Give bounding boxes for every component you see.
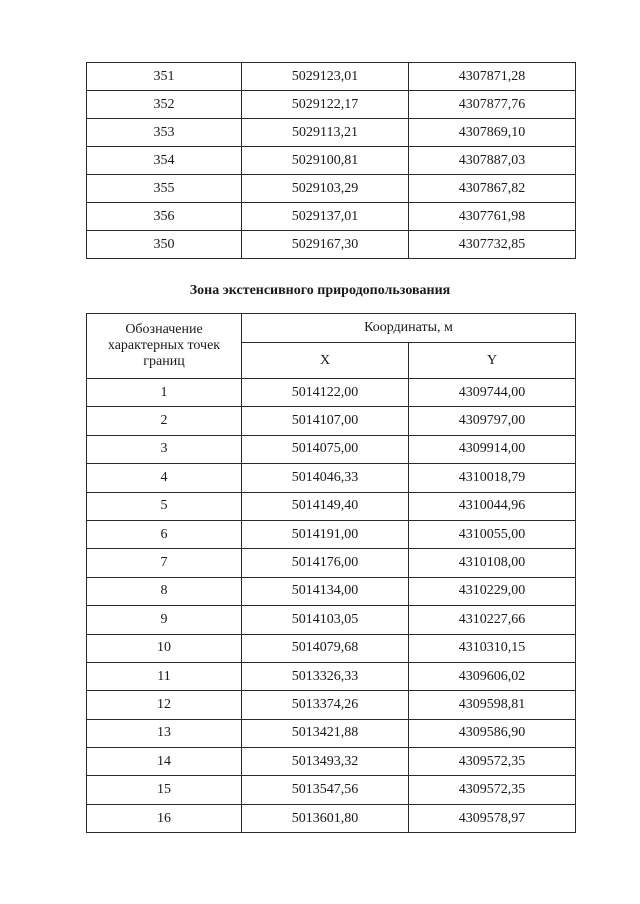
y-coordinate-cell: 4310310,15: [409, 634, 576, 662]
table-row: [87, 520, 576, 548]
x-coordinate-cell: 5029113,21: [242, 119, 409, 147]
points-column-header: Обозначение характерных точек границ: [87, 314, 242, 379]
x-coordinate-cell: 5029123,01: [242, 63, 409, 91]
point-number-cell: 356: [87, 203, 242, 231]
table-row: [87, 407, 576, 435]
x-coordinate-cell: 5014149,40: [242, 492, 409, 520]
coordinates-table-header: [87, 314, 576, 379]
x-coordinate-cell: 5013547,56: [242, 776, 409, 804]
x-coordinate-cell: 5014079,68: [242, 634, 409, 662]
point-number-cell: 5: [87, 492, 242, 520]
table-row: [87, 662, 576, 690]
coordinates-table-body: [87, 379, 576, 833]
x-coordinate-cell: 5013326,33: [242, 662, 409, 690]
point-number-cell: 1: [87, 379, 242, 407]
x-coordinate-cell: 5029103,29: [242, 175, 409, 203]
coordinates-table-continued: [86, 62, 576, 259]
x-coordinate-cell: 5014191,00: [242, 520, 409, 548]
x-column-header: X: [242, 343, 409, 379]
x-coordinate-cell: 5014122,00: [242, 379, 409, 407]
x-coordinate-cell: 5013421,88: [242, 719, 409, 747]
x-coordinate-cell: 5013493,32: [242, 748, 409, 776]
point-number-cell: 4: [87, 464, 242, 492]
y-coordinate-cell: 4310229,00: [409, 577, 576, 605]
y-coordinate-cell: 4309586,90: [409, 719, 576, 747]
y-coordinate-cell: 4307732,85: [409, 231, 576, 259]
x-coordinate-cell: 5029137,01: [242, 203, 409, 231]
coordinates-table-continued-body: [87, 63, 576, 259]
y-coordinate-cell: 4309598,81: [409, 691, 576, 719]
table-row: [87, 606, 576, 634]
y-coordinate-cell: 4310018,79: [409, 464, 576, 492]
point-number-cell: 16: [87, 804, 242, 832]
coordinates-table: [86, 313, 576, 833]
y-coordinate-cell: 4309744,00: [409, 379, 576, 407]
y-coordinate-cell: 4309914,00: [409, 435, 576, 463]
y-coordinate-cell: 4309572,35: [409, 748, 576, 776]
table-row: [87, 691, 576, 719]
point-number-cell: 15: [87, 776, 242, 804]
table-row: [87, 634, 576, 662]
coordinates-column-header: Координаты, м: [242, 314, 576, 343]
y-coordinate-cell: 4309578,97: [409, 804, 576, 832]
table-row: [87, 492, 576, 520]
table-row: [87, 549, 576, 577]
x-coordinate-cell: 5014103,05: [242, 606, 409, 634]
table-row: [87, 435, 576, 463]
y-coordinate-cell: 4310044,96: [409, 492, 576, 520]
point-number-cell: 355: [87, 175, 242, 203]
x-coordinate-cell: 5014075,00: [242, 435, 409, 463]
table-row: [87, 748, 576, 776]
x-coordinate-cell: 5014134,00: [242, 577, 409, 605]
table-row: [87, 776, 576, 804]
y-coordinate-cell: 4309572,35: [409, 776, 576, 804]
table-row: [87, 804, 576, 832]
point-number-cell: 13: [87, 719, 242, 747]
point-number-cell: 351: [87, 63, 242, 91]
y-coordinate-cell: 4310108,00: [409, 549, 576, 577]
x-coordinate-cell: 5029167,30: [242, 231, 409, 259]
point-number-cell: 10: [87, 634, 242, 662]
point-number-cell: 6: [87, 520, 242, 548]
table-row: [87, 203, 576, 231]
point-number-cell: 354: [87, 147, 242, 175]
table-row: [87, 91, 576, 119]
point-number-cell: 350: [87, 231, 242, 259]
point-number-cell: 11: [87, 662, 242, 690]
y-coordinate-cell: 4307871,28: [409, 63, 576, 91]
table-row: [87, 231, 576, 259]
x-coordinate-cell: 5013601,80: [242, 804, 409, 832]
table-row: [87, 577, 576, 605]
x-coordinate-cell: 5029122,17: [242, 91, 409, 119]
table-row: [87, 379, 576, 407]
y-coordinate-cell: 4307887,03: [409, 147, 576, 175]
table-row: [87, 119, 576, 147]
section-title: Зона экстенсивного природопользования: [189, 283, 451, 298]
point-number-cell: 3: [87, 435, 242, 463]
y-coordinate-cell: 4307877,76: [409, 91, 576, 119]
point-number-cell: 2: [87, 407, 242, 435]
x-coordinate-cell: 5014176,00: [242, 549, 409, 577]
table-row: [87, 63, 576, 91]
point-number-cell: 7: [87, 549, 242, 577]
y-coordinate-cell: 4307869,10: [409, 119, 576, 147]
y-coordinate-cell: 4309797,00: [409, 407, 576, 435]
point-number-cell: 14: [87, 748, 242, 776]
header-row-top: [87, 314, 576, 343]
y-coordinate-cell: 4309606,02: [409, 662, 576, 690]
point-number-cell: 12: [87, 691, 242, 719]
point-number-cell: 352: [87, 91, 242, 119]
y-column-header: Y: [409, 343, 576, 379]
point-number-cell: 9: [87, 606, 242, 634]
y-coordinate-cell: 4307867,82: [409, 175, 576, 203]
x-coordinate-cell: 5029100,81: [242, 147, 409, 175]
y-coordinate-cell: 4310055,00: [409, 520, 576, 548]
x-coordinate-cell: 5014046,33: [242, 464, 409, 492]
x-coordinate-cell: 5014107,00: [242, 407, 409, 435]
point-number-cell: 8: [87, 577, 242, 605]
table-row: [87, 147, 576, 175]
x-coordinate-cell: 5013374,26: [242, 691, 409, 719]
table-row: [87, 719, 576, 747]
table-row: [87, 175, 576, 203]
y-coordinate-cell: 4307761,98: [409, 203, 576, 231]
point-number-cell: 353: [87, 119, 242, 147]
table-row: [87, 464, 576, 492]
y-coordinate-cell: 4310227,66: [409, 606, 576, 634]
